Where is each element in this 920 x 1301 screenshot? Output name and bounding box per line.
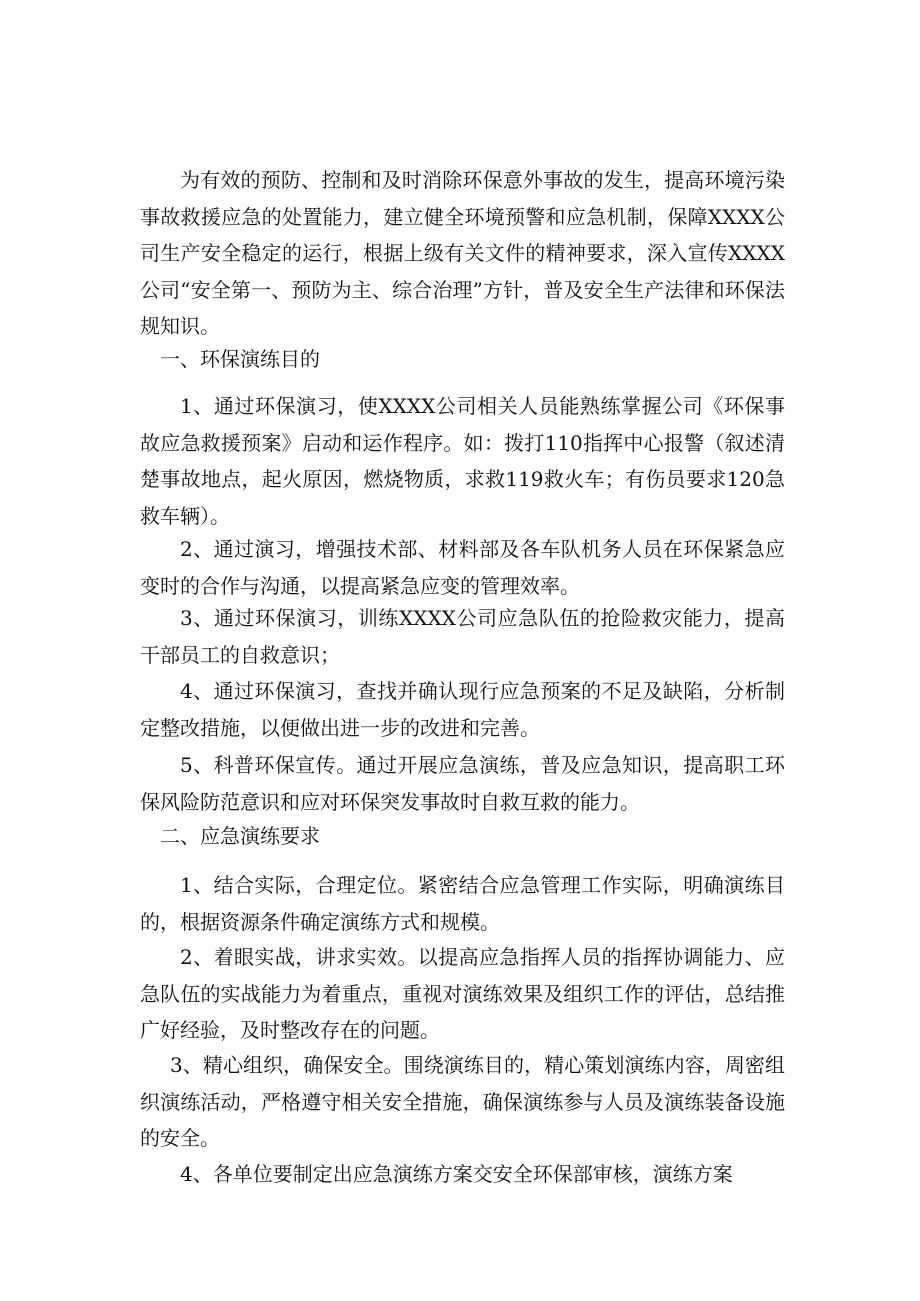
section1-heading: 一、环保演练目的 — [160, 347, 320, 371]
section1-item-3: 3、通过环保演习，训练XXXX公司应急队伍的抢险救灾能力，提高干部员工的自救意识； — [140, 606, 785, 667]
section2-item-3: 3、精心组织，确保安全。围绕演练目的，精心策划演练内容，周密组织演练活动，严格遵守相关安全措施，确保演练参与人员及演练装备设施的安全。 — [140, 1053, 785, 1150]
section1-item-2: 2、通过演习，增强技术部、材料部及各车队机务人员在环保紧急应变时的合作与沟通，以提高紧急应变的管理效率。 — [140, 537, 785, 598]
section1-item-5: 5、科普环保宣传。通过开展应急演练，普及应急知识，提高职工环保风险防范意识和应对环保突发事故时自救互救的能力。 — [140, 753, 785, 814]
section2-heading: 二、应急演练要求 — [160, 824, 320, 848]
section2-item-4: 4、各单位要制定出应急演练方案交安全环保部审核，演练方案 — [180, 1162, 733, 1186]
section2-item-2: 2、着眼实战，讲求实效。以提高应急指挥人员的指挥协调能力、应急队伍的实战能力为着重点，重视对演练效果及组织工作的评估，总结推广好经验，及时整改存在的问题。 — [140, 945, 785, 1042]
intro-paragraph: 为有效的预防、控制和及时消除环保意外事故的发生，提高环境污染事故救援应急的处置能力，建立健全环境预警和应急机制，保障XXXX公司生产安全稳定的运行，根据上级有关文件的精神要求，深入宣传XXXX公司“安全第一、预防为主、综合治理”方针，普及安全生产法律和环保法规知识。 — [140, 168, 785, 338]
section1-item-1: 1、通过环保演习，使XXXX公司相关人员能熟练掌握公司《环保事故应急救援预案》启动和运作程序。如：拨打110指挥中心报警（叙述清楚事故地点，起火原因，燃烧物质，求救119救火车；有伤员要求120急救车辆）。 — [140, 394, 785, 528]
section1-item-4: 4、通过环保演习，查找并确认现行应急预案的不足及缺陷，分析制定整改措施，以便做出进一步的改进和完善。 — [140, 679, 785, 740]
section2-item-1: 1、结合实际，合理定位。紧密结合应急管理工作实际，明确演练目的，根据资源条件确定演练方式和规模。 — [140, 873, 785, 934]
